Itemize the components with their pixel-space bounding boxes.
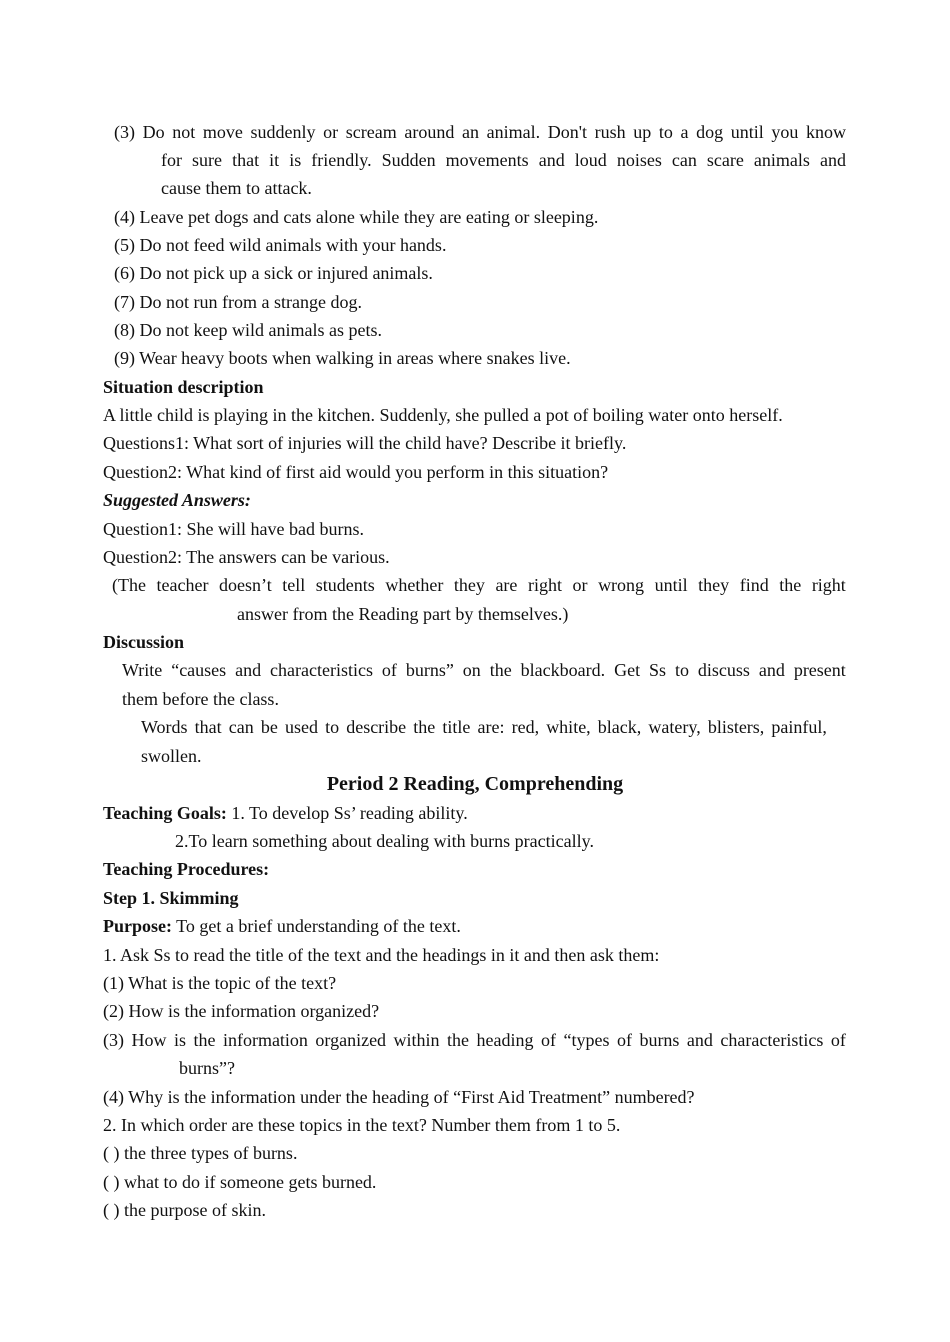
discussion-para-1-line-1: Write “causes and characteristics of burns” on the blackboard. Get Ss to discuss and present <box>122 660 846 680</box>
task-1-question-3-line-2: burns”? <box>179 1058 235 1078</box>
rule-3-line-3: cause them to attack. <box>161 178 312 198</box>
task-1-question-3-line-1: (3) How is the information organized within the heading of “types of burns and characteristics of <box>103 1030 846 1050</box>
task-2-topic-c: ( ) the purpose of skin. <box>103 1200 266 1220</box>
teacher-note-line-2: answer from the Reading part by themselves.) <box>237 604 569 624</box>
teacher-note-line-1: (The teacher doesn’t tell students whether they are right or wrong until they find the right <box>112 575 846 595</box>
rule-5: (5) Do not feed wild animals with your hands. <box>114 235 447 255</box>
task-2-topic-a: ( ) the three types of burns. <box>103 1143 298 1163</box>
rule-4: (4) Leave pet dogs and cats alone while they are eating or sleeping. <box>114 207 599 227</box>
rule-7: (7) Do not run from a strange dog. <box>114 292 362 312</box>
situation-text: A little child is playing in the kitchen. Suddenly, she pulled a pot of boiling water onto herself. <box>103 405 783 425</box>
discussion-para-2-line-1: Words that can be used to describe the title are: red, white, black, watery, blisters, painful, <box>141 717 827 737</box>
suggested-answers-heading: Suggested Answers: <box>103 490 251 510</box>
answer-1: Question1: She will have bad burns. <box>103 519 364 539</box>
discussion-para-2-line-2: swollen. <box>141 746 202 766</box>
task-1-intro: 1. Ask Ss to read the title of the text and the headings in it and then ask them: <box>103 945 660 965</box>
answer-2: Question2: The answers can be various. <box>103 547 390 567</box>
teaching-goals: Teaching Goals: 1. To develop Ss’ reading ability. <box>103 803 468 823</box>
discussion-heading: Discussion <box>103 632 185 652</box>
situation-question-2: Question2: What kind of first aid would you perform in this situation? <box>103 462 609 482</box>
period-2-title: Period 2 Reading, Comprehending <box>326 773 624 795</box>
task-1-question-4: (4) Why is the information under the heading of “First Aid Treatment” numbered? <box>103 1087 695 1107</box>
rule-3-line-1: (3) Do not move suddenly or scream around an animal. Don't rush up to a dog until you know <box>114 122 846 142</box>
step-1-heading: Step 1. Skimming <box>103 888 239 908</box>
teaching-procedures-heading: Teaching Procedures: <box>103 859 270 879</box>
situation-heading: Situation description <box>103 377 264 397</box>
task-2-intro: 2. In which order are these topics in the text? Number them from 1 to 5. <box>103 1115 621 1135</box>
task-1-question-2: (2) How is the information organized? <box>103 1001 380 1021</box>
situation-question-1: Questions1: What sort of injuries will the child have? Describe it briefly. <box>103 433 627 453</box>
purpose-line: Purpose: To get a brief understanding of the text. <box>103 916 461 936</box>
teaching-goal-2: 2.To learn something about dealing with burns practically. <box>175 831 594 851</box>
rule-6: (6) Do not pick up a sick or injured animals. <box>114 263 433 283</box>
task-2-topic-b: ( ) what to do if someone gets burned. <box>103 1172 377 1192</box>
rule-8: (8) Do not keep wild animals as pets. <box>114 320 382 340</box>
rule-9: (9) Wear heavy boots when walking in areas where snakes live. <box>114 348 571 368</box>
rule-3-line-2: for sure that it is friendly. Sudden movements and loud noises can scare animals and <box>161 150 846 170</box>
discussion-para-1-line-2: them before the class. <box>122 689 279 709</box>
task-1-question-1: (1) What is the topic of the text? <box>103 973 337 993</box>
